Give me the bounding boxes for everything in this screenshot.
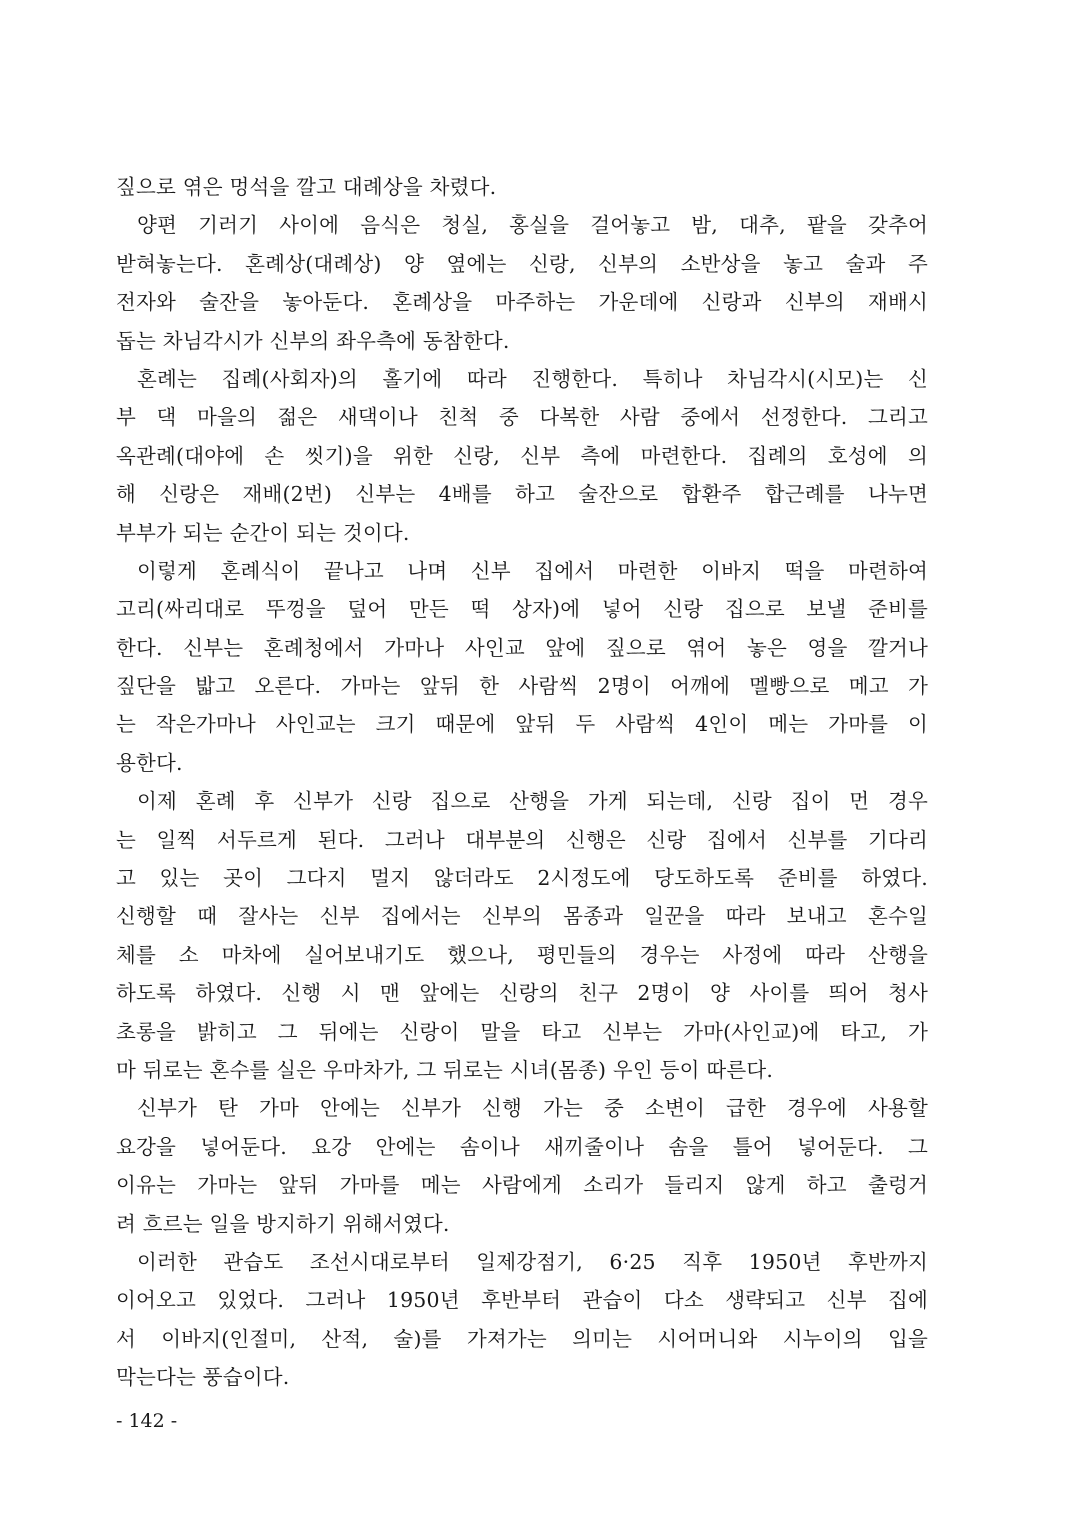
text-line: 이렇게 혼례식이 끝나고 나며 신부 집에서 마련한 이바지 떡을 마련하여 [137, 558, 928, 583]
text-line: 려 흐르는 일을 방지하기 위해서였다. [116, 1211, 450, 1236]
text-line: 이제 혼례 후 신부가 신랑 집으로 산행을 가게 되는데, 신랑 집이 먼 경우 [137, 789, 928, 814]
text-line: 받혀놓는다. 혼례상(대례상) 양 옆에는 신랑, 신부의 소반상을 놓고 술과 주 [116, 251, 928, 276]
text-line: 마 뒤로는 혼수를 실은 우마차가, 그 뒤로는 시녀(몸종) 우인 등이 따른다. [116, 1057, 774, 1082]
text-line: 체를 소 마차에 실어보내기도 했으나, 평민들의 경우는 사정에 따라 산행을 [116, 942, 928, 967]
text-line: 짚으로 엮은 멍석을 깔고 대례상을 차렸다. [116, 175, 497, 199]
text-line: 고 있는 곳이 그다지 멀지 않더라도 2시정도에 당도하도록 준비를 하였다. [116, 866, 928, 891]
text-line: 짚단을 밟고 오른다. 가마는 앞뒤 한 사람씩 2명이 어깨에 멜빵으로 메고 가 [116, 674, 928, 699]
text-line: 돕는 차님각시가 신부의 좌우측에 동참한다. [116, 328, 510, 353]
page-number: - 142 - [116, 1410, 178, 1432]
text-line: 하도록 하였다. 신행 시 맨 앞에는 신랑의 친구 2명이 양 사이를 띄어 청사 [116, 981, 928, 1006]
text-line: 서 이바지(인절미, 산적, 술)를 가져가는 의미는 시어머니와 시누이의 입을 [116, 1326, 928, 1351]
text-line: 부부가 되는 순간이 되는 것이다. [116, 520, 410, 545]
text-line: 이유는 가마는 앞뒤 가마를 메는 사람에게 소리가 들리지 않게 하고 출렁거 [116, 1173, 928, 1198]
page-body [116, 168, 928, 1397]
text-line: 요강을 넣어둔다. 요강 안에는 솜이나 새끼줄이나 솜을 틀어 넣어둔다. 그 [116, 1134, 928, 1159]
text-line: 용한다. [116, 750, 183, 775]
text-line: 해 신랑은 재배(2번) 신부는 4배를 하고 술잔으로 합환주 합근례를 나누면 [116, 482, 928, 507]
text-line: 고리(싸리대로 뚜껑을 덮어 만든 떡 상자)에 넣어 신랑 집으로 보낼 준비를 [116, 597, 928, 622]
text-line: 혼례는 집례(사회자)의 홀기에 따라 진행한다. 특히나 차님각시(시모)는 신 [137, 366, 928, 391]
text-line: 이어오고 있었다. 그러나 1950년 후반부터 관습이 다소 생략되고 신부 집에 [116, 1288, 928, 1313]
text-line: 전자와 술잔을 놓아둔다. 혼례상을 마주하는 가운데에 신랑과 신부의 재배시 [116, 290, 928, 315]
text-line: 신행할 때 잘사는 신부 집에서는 신부의 몸종과 일꾼을 따라 보내고 혼수일 [116, 904, 928, 929]
text-line: 는 작은가마나 사인교는 크기 때문에 앞뒤 두 사람씩 4인이 메는 가마를 이 [116, 712, 928, 737]
text-line: 부 댁 마을의 젊은 새댁이나 친척 중 다복한 사람 중에서 선정한다. 그리고 [116, 405, 928, 430]
text-line: 양편 기러기 사이에 음식은 청실, 홍실을 걸어놓고 밤, 대추, 팥을 갖추어 [137, 213, 928, 238]
text-line: 초롱을 밝히고 그 뒤에는 신랑이 말을 타고 신부는 가마(사인교)에 타고, 가 [116, 1019, 928, 1044]
text-line: 신부가 탄 가마 안에는 신부가 신행 가는 중 소변이 급한 경우에 사용할 [137, 1096, 928, 1121]
text-line: 한다. 신부는 혼례청에서 가마나 사인교 앞에 짚으로 엮어 놓은 영을 깔거나 [116, 635, 928, 660]
text-line: 옥관례(대야에 손 씻기)을 위한 신랑, 신부 측에 마련한다. 집례의 호성에 의 [116, 443, 928, 468]
text-line: 막는다는 풍습이다. [116, 1365, 290, 1390]
text-line: 는 일찍 서두르게 된다. 그러나 대부분의 신행은 신랑 집에서 신부를 기다리 [116, 827, 928, 852]
text-line: 이러한 관습도 조선시대로부터 일제강점기, 6·25 직후 1950년 후반까지 [137, 1249, 928, 1274]
